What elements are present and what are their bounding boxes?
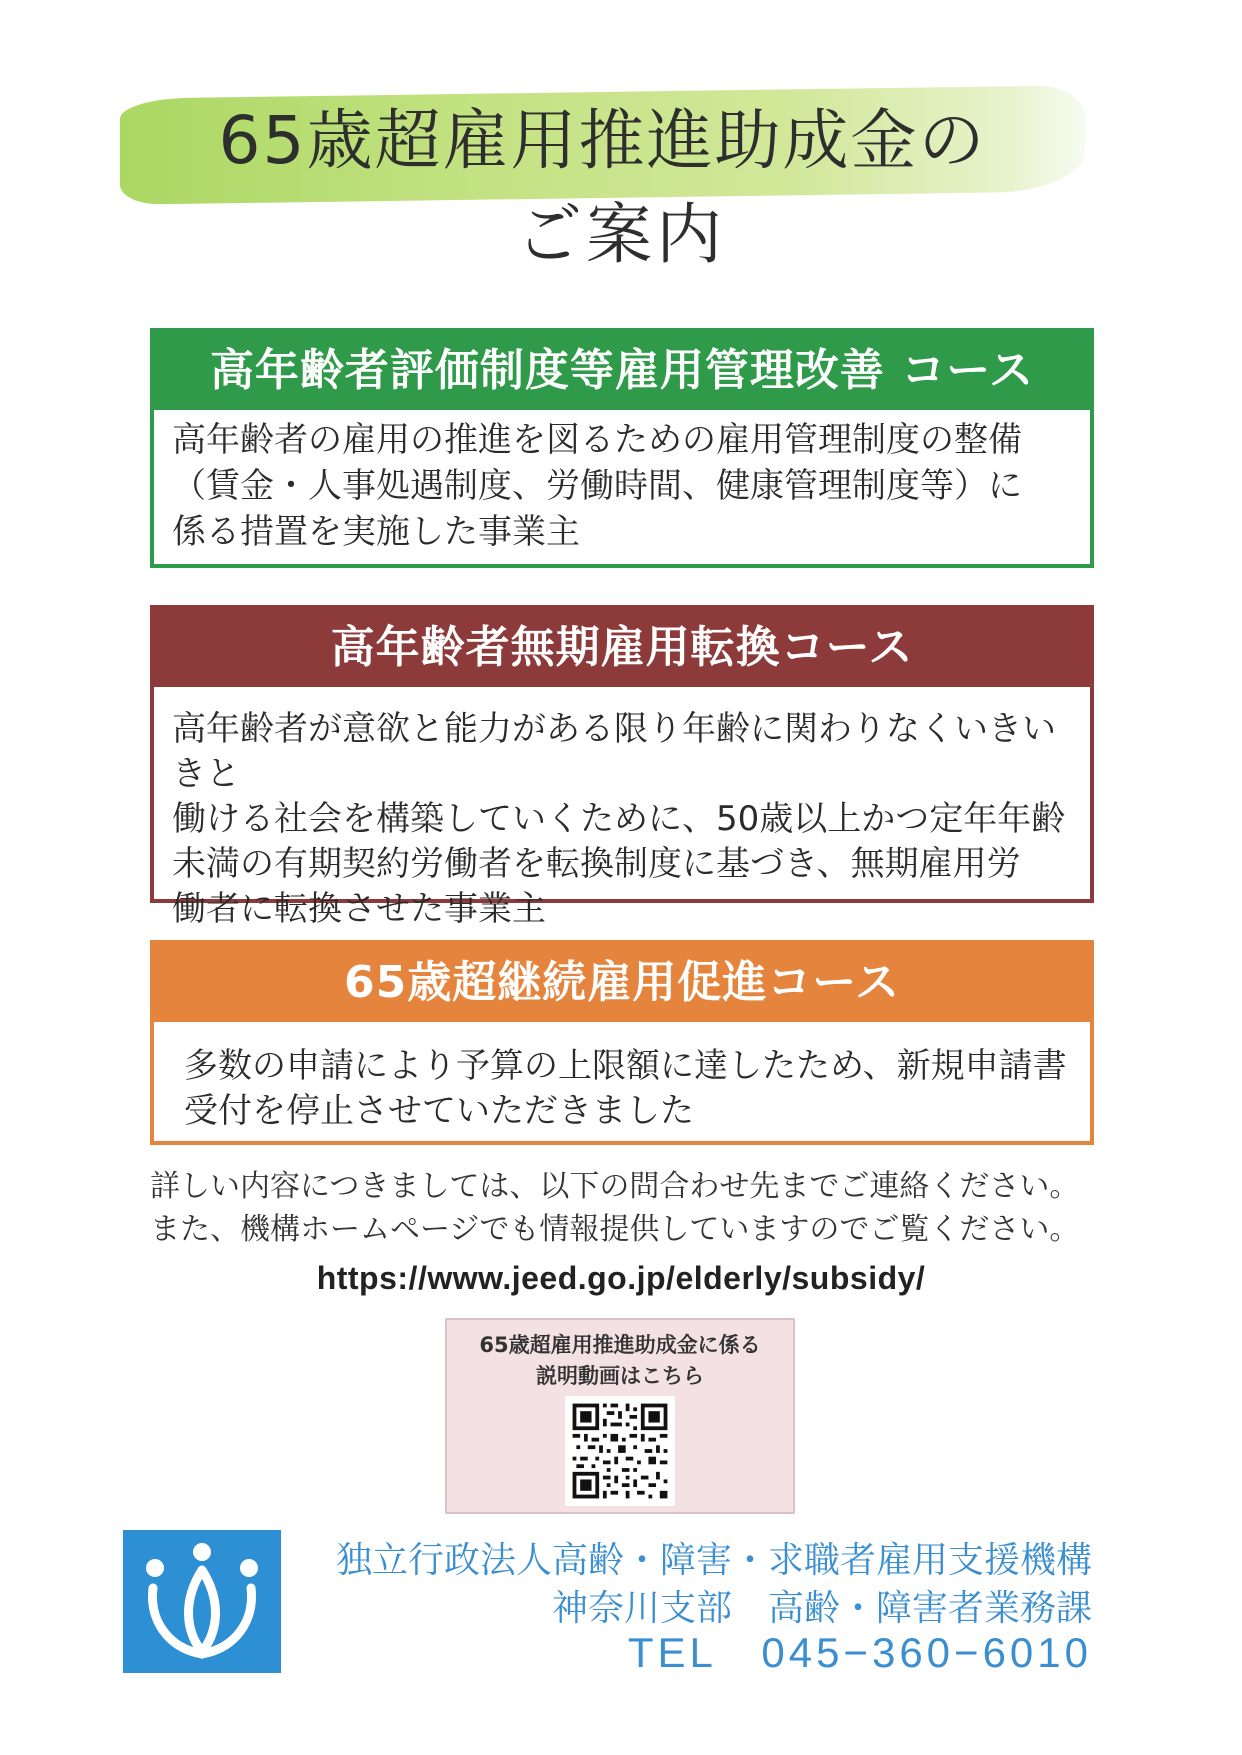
course-description-line: 未満の有期契約労働者を転換制度に基づき、無期雇用労 [172, 844, 1021, 884]
course-description-line: 働ける社会を構築していくために、50歳以上かつ定年年齢 [172, 799, 1066, 839]
course-description-line: 高年齢者の雇用の推進を図るための雇用管理制度の整備 [172, 420, 1022, 460]
website-url-link[interactable]: https://www.jeed.go.jp/elderly/subsidy/ [316, 1260, 926, 1296]
course-heading: 65歳超継続雇用促進コース [154, 944, 1090, 1022]
page-title-line2: ご案内 [516, 196, 726, 273]
organization-name: 独立行政法人高齢・障害・求職者雇用支援機構 [335, 1540, 1092, 1581]
course-description [154, 687, 1090, 932]
course-description [154, 410, 1090, 555]
info-line: 詳しい内容につきましては、以下の問合わせ先までご連絡ください。 [150, 1169, 1080, 1204]
page-title-line1: 65歳超雇用推進助成金の [218, 102, 987, 179]
contact-info-text [150, 1165, 1110, 1251]
course-description-line: 係る措置を実施した事業主 [172, 512, 580, 552]
video-caption-line: 説明動画はこちら [536, 1364, 704, 1388]
course-description-line: 多数の申請により予算の上限額に達したため、新規申請書 [184, 1046, 1067, 1086]
course-description-line: 働者に転換させた事業主 [172, 889, 546, 929]
course-description-line: （賃金・人事処遇制度、労働時間、健康管理制度等）に [172, 466, 1022, 506]
explanation-video-box [445, 1318, 795, 1514]
jeed-logo-icon [123, 1530, 281, 1673]
course-box-continued-employment [150, 940, 1094, 1145]
course-heading: 高年齢者評価制度等雇用管理改善 コース [154, 332, 1090, 410]
course-box-evaluation-system [150, 328, 1094, 568]
course-box-indefinite-conversion [150, 605, 1094, 929]
branch-department: 神奈川支部 高齢・障害者業務課 [551, 1588, 1092, 1629]
info-line: また、機構ホームページでも情報提供していますのでご覧ください。 [150, 1212, 1080, 1247]
video-caption [447, 1330, 793, 1392]
course-description [154, 1022, 1090, 1134]
course-description-line: 受付を停止させていただきました [184, 1091, 694, 1131]
qr-code-icon[interactable] [565, 1396, 675, 1506]
course-heading: 高年齢者無期雇用転換コース [154, 609, 1090, 687]
course-description-line: 高年齢者が意欲と能力がある限り年齢に関わりなくいきいきと [172, 709, 1056, 794]
video-caption-line: 65歳超雇用推進助成金に係る [479, 1333, 761, 1357]
telephone-number[interactable]: TEL 045−360−6010 [627, 1629, 1092, 1676]
